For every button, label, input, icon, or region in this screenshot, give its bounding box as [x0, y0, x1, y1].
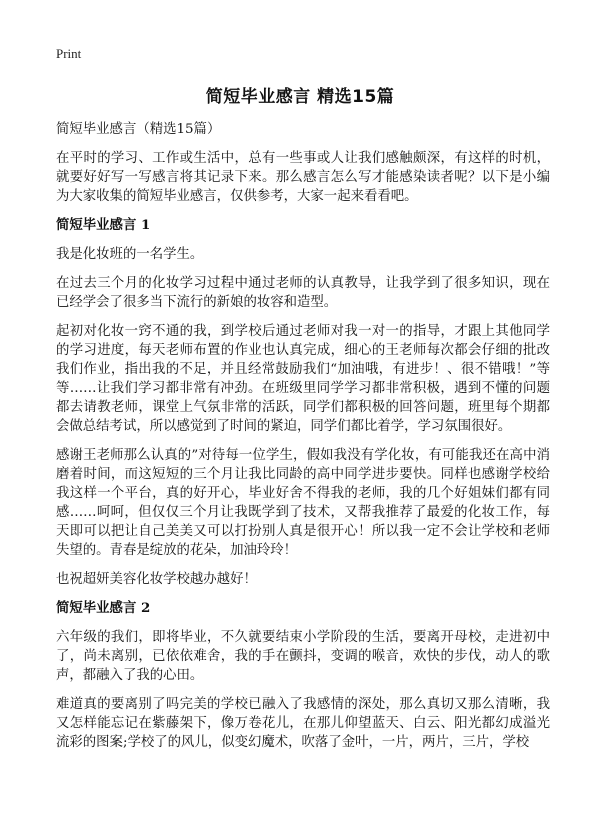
print-link[interactable]: Print — [56, 46, 82, 61]
section-heading: 简短毕业感言 2 — [56, 600, 151, 616]
paragraph: 六年级的我们，即将毕业，不久就要结束小学阶段的生活，要离开母校，走进初中了，尚未离别，已依依难舍，我的手在颤抖，变调的喉音，欢快的步伐，动人的歌声，都融入了我的心田。 — [56, 630, 550, 683]
paragraph: 难道真的要离别了吗完美的学校已融入了我感情的深处，那么真切又那么清晰，我又怎样能忘记在紫藤架下，像万卷花儿，在那儿仰望蓝天、白云、阳光都幻成溢光流彩的图案;学校了的风儿，似变幻魔术，吹落了金叶，一片，两片，三片，学校 — [56, 697, 550, 750]
paragraph: 我是化妆班的一名学生。 — [56, 247, 204, 262]
paragraph: 感谢王老师那么认真的”对待每一位学生，假如我没有学化妆，有可能我还在高中消磨着时间，而这短短的三个月让我比同龄的高中同学进步要快。同样也感谢学校给我这样一个平台，真的好开心，毕业好舍不得我的老师，我的几个好姐妹们都有同感……呵呵，但仅仅三个月让我既学到了技术，又帮我推荐了最爱的化妆工作，每天即可以把让自己美美又可以打扮别人真是很开心！所以我一定不会让学校和老师失望的。青春是绽放的花朵，加油玲玲！ — [56, 448, 550, 558]
paragraph: 也祝超妍美容化妆学校越办越好！ — [56, 572, 257, 587]
section-heading: 简短毕业感言 1 — [56, 217, 151, 233]
article-body — [56, 120, 550, 762]
article-subtitle: 简短毕业感言（精选15篇） — [56, 122, 221, 137]
page-title: 简短毕业感言 精选15篇 — [205, 87, 395, 107]
intro-paragraph: 在平时的学习、工作或生活中，总有一些事或人让我们感触颇深，有这样的时机，就要好好写一写感言将其记录下来。那么感言怎么写才能感染读者呢？以下是小编为大家收集的简短毕业感言，仅供参考，大家一起来看看吧。 — [56, 151, 550, 204]
paragraph: 在过去三个月的化妆学习过程中通过老师的认真教导，让我学到了很多知识，现在已经学会了很多当下流行的新娘的妆容和造型。 — [56, 276, 550, 310]
paragraph: 起初对化妆一窍不通的我，到学校后通过老师对我一对一的指导，才跟上其他同学的学习进度，每天老师布置的作业也认真完成，细心的王老师每次都会仔细的批改我们作业，指出我的不足，并且经常鼓励我们“加油哦，有进步！、很不错哦！”等等……让我们学习都非常有冲劲。在班级里同学学习都非常积极，遇到不懂的问题都去请教老师，课堂上气氛非常的活跃，同学们都积极的回答问题，班里每个期都会做总结考试，所以感觉到了时间的紧迫，同学们都比着学，学习氛围很好。 — [56, 324, 550, 434]
